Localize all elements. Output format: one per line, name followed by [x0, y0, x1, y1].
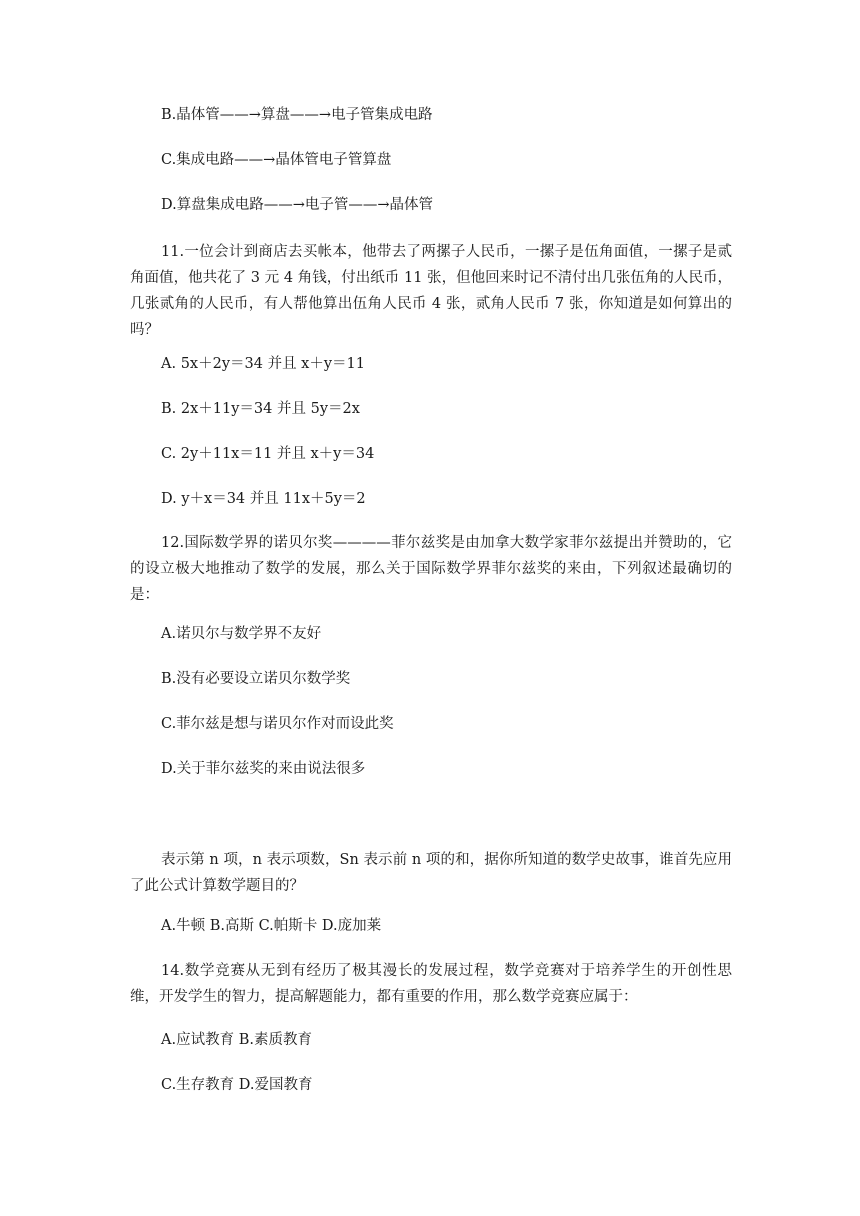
q12-option-d: D.关于菲尔兹奖的来由说法很多 — [161, 761, 366, 777]
q14-options-row1: A.应试教育 B.素质教育 — [161, 1032, 312, 1048]
q11-option-d: D. y＋x＝34 并且 11x＋5y＝2 — [161, 491, 366, 507]
q11-option-c: C. 2y＋11x＝11 并且 x＋y＝34 — [161, 446, 375, 462]
q12-option-c: C.菲尔兹是想与诺贝尔作对而设此奖 — [161, 716, 394, 732]
q12-option-a: A.诺贝尔与数学界不友好 — [161, 626, 322, 642]
q11-option-b: B. 2x＋11y＝34 并且 5y＝2x — [161, 401, 360, 417]
q10-option-d: D.算盘集成电路——→电子管——→晶体管 — [161, 197, 434, 213]
q12-option-b: B.没有必要设立诺贝尔数学奖 — [161, 671, 351, 687]
q14-options-row2: C.生存教育 D.爱国教育 — [161, 1077, 313, 1093]
q10-option-b: B.晶体管——→算盘——→电子管集成电路 — [161, 107, 433, 123]
q13-stem: 表示第 n 项，n 表示项数，Sn 表示前 n 项的和，据你所知道的数学史故事，谁首先应用了此公式计算数学题目的？ — [130, 852, 732, 894]
q11-option-a: A. 5x＋2y＝34 并且 x＋y＝11 — [161, 356, 365, 372]
q12-stem: 12.国际数学界的诺贝尔奖————菲尔兹奖是由加拿大数学家菲尔兹提出并赞助的，它的设立极大地推动了数学的发展，那么关于国际数学界菲尔兹奖的来由，下列叙述最确切的是： — [130, 535, 732, 603]
q11-stem: 11.一位会计到商店去买帐本，他带去了两摞子人民币，一摞子是伍角面值，一摞子是贰角面值，他共花了 3 元 4 角钱，付出纸币 11 张，但他回来时记不清付出几张伍角的人民币，几张贰角的人民币，有人帮他算出伍角人民币 4 张，贰角人民币 7 张，你知道是如何算出的吗？ — [130, 244, 732, 338]
q14-stem: 14.数学竞赛从无到有经历了极其漫长的发展过程，数学竞赛对于培养学生的开创性思维，开发学生的智力，提高解题能力，都有重要的作用，那么数学竞赛应属于： — [130, 963, 732, 1005]
q10-option-c: C.集成电路——→晶体管电子管算盘 — [161, 152, 392, 168]
q13-options: A.牛顿 B.高斯 C.帕斯卡 D.庞加莱 — [161, 918, 382, 934]
